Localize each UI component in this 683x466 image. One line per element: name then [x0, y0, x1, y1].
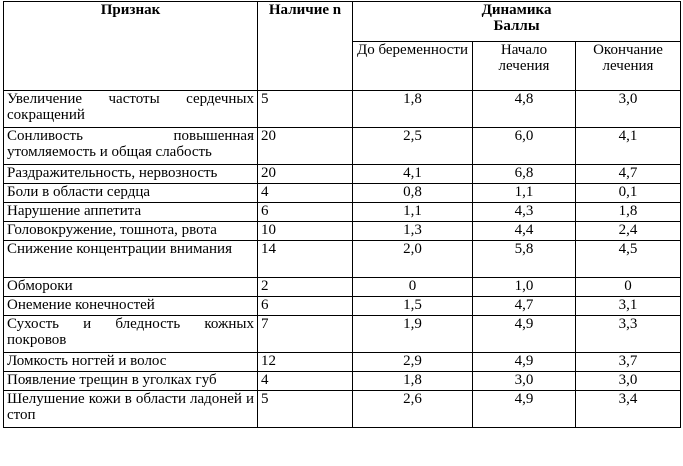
header-start: Начало лечения: [473, 42, 576, 91]
cell-feature: Онемение конечностей: [4, 297, 258, 316]
table-row: [4, 278, 681, 297]
cell-end: 4,7: [576, 165, 681, 184]
cell-end: 0: [576, 278, 681, 297]
header-row: [4, 2, 681, 42]
cell-before: 1,9: [353, 316, 473, 353]
header-dynamics: [353, 2, 681, 42]
cell-before: 1,1: [353, 203, 473, 222]
cell-end: 0,1: [576, 184, 681, 203]
cell-count: 7: [258, 316, 353, 353]
cell-feature: Головокружение, тошнота, рвота: [4, 222, 258, 241]
cell-end: 1,8: [576, 203, 681, 222]
cell-feature: Боли в области сердца: [4, 184, 258, 203]
cell-count: 4: [258, 372, 353, 391]
header-dynamics-unit: Баллы: [493, 18, 540, 34]
cell-start: 4,9: [473, 353, 576, 372]
cell-start: 4,3: [473, 203, 576, 222]
cell-end: 3,4: [576, 391, 681, 428]
header-end: Окончание лечения: [576, 42, 681, 91]
cell-start: 3,0: [473, 372, 576, 391]
cell-start: 4,9: [473, 316, 576, 353]
cell-count: 5: [258, 391, 353, 428]
cell-end: 3,3: [576, 316, 681, 353]
cell-start: 5,8: [473, 241, 576, 278]
cell-before: 1,3: [353, 222, 473, 241]
cell-start: 4,8: [473, 91, 576, 128]
cell-count: 14: [258, 241, 353, 278]
cell-count: 10: [258, 222, 353, 241]
cell-before: 0: [353, 278, 473, 297]
cell-start: 6,8: [473, 165, 576, 184]
cell-feature: Сонливость повышенная утомляемость и общая слабость: [4, 128, 258, 165]
cell-start: 4,4: [473, 222, 576, 241]
cell-feature: Увеличение частоты сердечных сокращений: [4, 91, 258, 128]
header-dynamics-title: Динамика: [481, 2, 552, 18]
table-row: [4, 241, 681, 278]
cell-start: 1,0: [473, 278, 576, 297]
table-row: [4, 128, 681, 165]
cell-feature: Раздражительность, нервозность: [4, 165, 258, 184]
table-row: [4, 391, 681, 428]
cell-before: 1,8: [353, 91, 473, 128]
cell-start: 4,9: [473, 391, 576, 428]
cell-feature: Ломкость ногтей и волос: [4, 353, 258, 372]
cell-before: 4,1: [353, 165, 473, 184]
table-row: [4, 165, 681, 184]
table-row: [4, 184, 681, 203]
cell-start: 4,7: [473, 297, 576, 316]
cell-count: 2: [258, 278, 353, 297]
cell-end: 3,1: [576, 297, 681, 316]
cell-end: 4,5: [576, 241, 681, 278]
cell-count: 6: [258, 297, 353, 316]
table-row: [4, 316, 681, 353]
cell-start: 6,0: [473, 128, 576, 165]
table-row: [4, 91, 681, 128]
header-feature: Признак: [4, 2, 258, 91]
cell-end: 3,7: [576, 353, 681, 372]
header-before: До беременности: [353, 42, 473, 91]
cell-before: 0,8: [353, 184, 473, 203]
table-row: [4, 222, 681, 241]
cell-count: 5: [258, 91, 353, 128]
cell-count: 12: [258, 353, 353, 372]
cell-count: 4: [258, 184, 353, 203]
table-row: [4, 372, 681, 391]
symptoms-table: [3, 1, 681, 428]
cell-end: 3,0: [576, 91, 681, 128]
cell-before: 2,0: [353, 241, 473, 278]
cell-start: 1,1: [473, 184, 576, 203]
cell-before: 1,5: [353, 297, 473, 316]
cell-count: 20: [258, 165, 353, 184]
cell-count: 20: [258, 128, 353, 165]
cell-end: 4,1: [576, 128, 681, 165]
cell-feature: Появление трещин в уголках губ: [4, 372, 258, 391]
table-row: [4, 203, 681, 222]
cell-end: 2,4: [576, 222, 681, 241]
cell-before: 2,6: [353, 391, 473, 428]
cell-before: 2,5: [353, 128, 473, 165]
cell-feature: Шелушение кожи в области ладоней и стоп: [4, 391, 258, 428]
cell-feature: Сухость и бледность кожных покровов: [4, 316, 258, 353]
cell-feature: Снижение концентрации внимания: [4, 241, 258, 278]
header-count: Наличие n: [258, 2, 353, 91]
cell-count: 6: [258, 203, 353, 222]
cell-before: 2,9: [353, 353, 473, 372]
cell-end: 3,0: [576, 372, 681, 391]
table-row: [4, 353, 681, 372]
cell-feature: Обмороки: [4, 278, 258, 297]
cell-before: 1,8: [353, 372, 473, 391]
table-row: [4, 297, 681, 316]
cell-feature: Нарушение аппетита: [4, 203, 258, 222]
